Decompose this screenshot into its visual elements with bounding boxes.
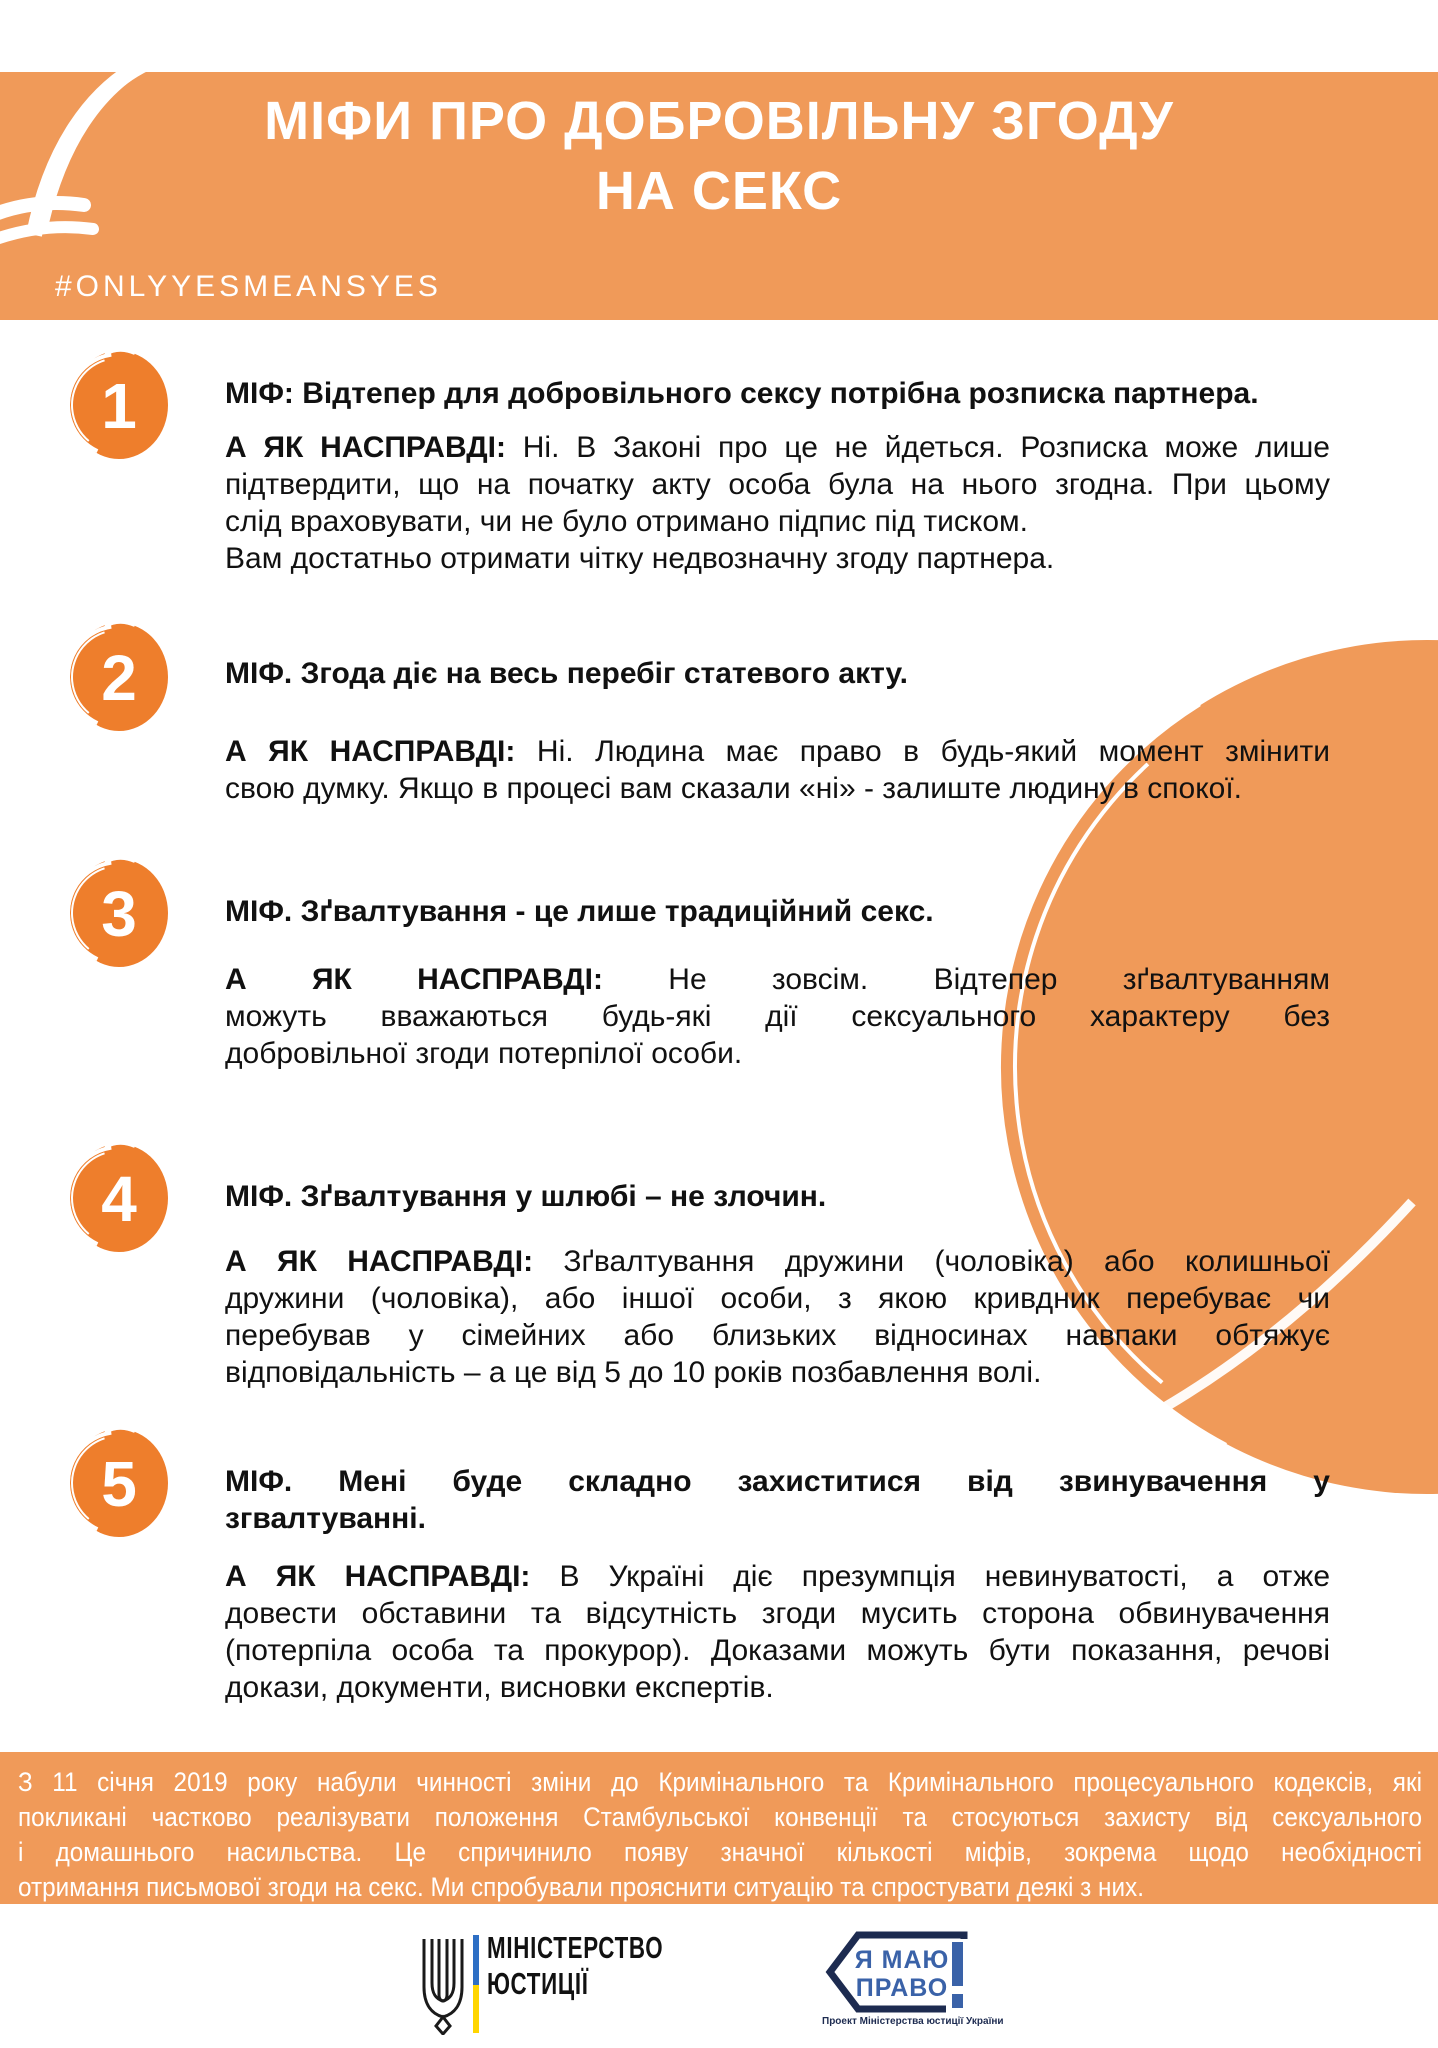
myth-3-body [225, 961, 1330, 1072]
truth-label: А ЯК НАСПРАВДІ: [225, 735, 516, 768]
myth-4-body [225, 1243, 1330, 1391]
myth-5-number-badge [63, 1426, 171, 1540]
flag-bar-blue [473, 1935, 479, 1985]
footer-line: покликані частково реалізувати положення Стамбульської конвенції та стосуються захисту від сексуального [18, 1802, 1422, 1832]
footer-line: З 11 січня 2019 року набули чинності зміни до Кримінального та Кримінального процесуального кодексів, які [18, 1767, 1422, 1797]
body-line: перебував у сімейних або близьких відносинах навпаки обтяжує [225, 1319, 1330, 1352]
body-line [225, 1558, 1330, 1595]
myth-1-body [225, 429, 1330, 577]
body-line [225, 733, 1330, 770]
footer-band [0, 1752, 1438, 1904]
body-line [225, 961, 1330, 998]
body-line: Вам достатньо отримати чітку недвозначну згоду партнера. [225, 542, 1055, 575]
body-line: (потерпіла особа та прокурор). Доказами можуть бути показання, речові [225, 1634, 1330, 1667]
page-title-line2: НА СЕКС [595, 161, 843, 221]
body-line: свою думку. Якщо в процесі вам сказали «ні» - залиште людину в спокої. [225, 772, 1243, 805]
body-line [225, 1243, 1330, 1280]
body-text: Не зовсім. Відтепер зґвалтуванням [668, 963, 1330, 996]
footer-text [18, 1765, 1422, 1905]
pravo-logo [822, 1930, 1004, 2048]
myth-2-number-badge [63, 620, 171, 734]
myth-1-title [225, 375, 1330, 412]
pravo-frame-icon [822, 1930, 976, 2022]
truth-label: А ЯК НАСПРАВДІ: [225, 1560, 531, 1593]
myth-5-body [225, 1558, 1330, 1706]
body-text: В Україні діє презумпція невинуватості, а отже [559, 1560, 1330, 1593]
pravo-text-line2: ПРАВО [855, 1974, 949, 2002]
myth-4-number-badge [63, 1141, 171, 1255]
page-title-line1: МІФИ ПРО ДОБРОВІЛЬНУ ЗГОДУ [264, 91, 1174, 151]
myth-3-title [225, 893, 1330, 930]
myth-number: 3 [101, 878, 137, 950]
body-text: Ні. Людина має право в будь-який момент змінити [536, 735, 1330, 768]
footer-line: отримання письмової згоди на секс. Ми спробували прояснити ситуацію та спростувати деякі з них. [18, 1872, 1144, 1902]
myth-title-line: МІФ. Мені буде складно захиститися від звинувачення у [225, 1465, 1330, 1498]
ministry-name-line2: ЮСТИЦІЇ [487, 1966, 589, 2001]
body-text: Ні. В Законі про це не йдеться. Розписка може лише [522, 431, 1330, 464]
ministry-of-justice-logo [420, 1930, 720, 2048]
myth-title-line: згвалтуванні. [225, 1502, 426, 1535]
body-line: добровільної згоди потерпілої особи. [225, 1037, 743, 1070]
ministry-name-line1: МІНІСТЕРСТВО [487, 1930, 664, 1965]
body-line: можуть вважаються будь-які дії сексуального характеру без [225, 1000, 1330, 1033]
myth-title-line: МІФ. Зґвалтування у шлюбі – не злочин. [225, 1180, 827, 1213]
myth-number: 4 [101, 1163, 137, 1235]
brush-swoosh-icon [0, 55, 246, 250]
pravo-text-line1: Я МАЮ [854, 1946, 950, 1974]
myth-2-body [225, 733, 1330, 807]
body-line: слід враховувати, чи не було отримано підпис під тиском. [225, 505, 1028, 538]
myth-2-title [225, 655, 1330, 692]
body-text: Зґвалтування дружини (чоловіка) або колишньої [563, 1245, 1330, 1278]
myth-title-line: МІФ: Відтепер для добровільного сексу потрібна розписка партнера. [225, 377, 1259, 410]
myth-1-number-badge [63, 348, 171, 462]
myth-5-title [225, 1463, 1330, 1537]
body-line: докази, документи, висновки експертів. [225, 1671, 774, 1704]
myth-number: 2 [101, 642, 137, 714]
myth-4-title [225, 1178, 1330, 1215]
ministry-name [487, 1930, 663, 2002]
myth-title-line: МІФ. Зґвалтування - це лише традиційний секс. [225, 895, 934, 928]
body-line: відповідальність – а це від 5 до 10 років позбавлення волі. [225, 1356, 1042, 1389]
myth-number: 1 [101, 370, 137, 442]
truth-label: А ЯК НАСПРАВДІ: [225, 1245, 534, 1278]
body-line [225, 429, 1330, 466]
myth-title-line: МІФ. Згода діє на весь перебіг статевого акту. [225, 657, 908, 690]
body-line: підтвердити, що на початку акту особа була на нього згодна. При цьому [225, 468, 1330, 501]
pravo-caption: Проект Міністерства юстиції України [822, 2016, 1004, 2027]
myth-3-number-badge [63, 856, 171, 970]
truth-label: А ЯК НАСПРАВДІ: [225, 963, 603, 996]
hashtag: #ONLYYESMEANSYES [55, 270, 442, 303]
body-line: дружини (чоловіка), або іншої особи, з якою кривдник перебуває чи [225, 1282, 1330, 1315]
body-line: довести обставини та відсутність згоди мусить сторона обвинувачення [225, 1597, 1330, 1630]
flag-bar-yellow [473, 1985, 479, 2033]
trident-icon [420, 1937, 466, 2035]
footer-line: і домашнього насильства. Це спричинило появу значної кількості міфів, зокрема щодо необхідності [18, 1837, 1422, 1867]
truth-label: А ЯК НАСПРАВДІ: [225, 431, 506, 464]
myth-number: 5 [101, 1448, 137, 1520]
